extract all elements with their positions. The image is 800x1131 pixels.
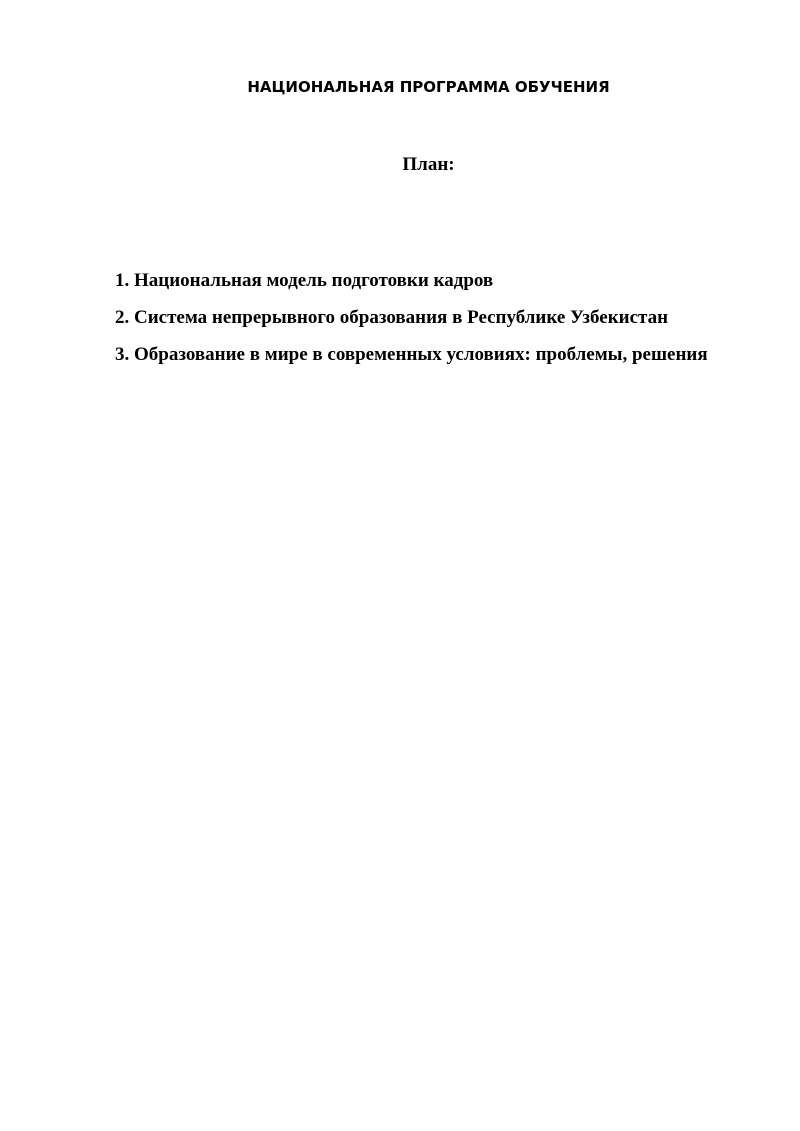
plan-heading: План: bbox=[402, 154, 455, 175]
plan-item-3: 3. Образование в мире в современных условиях: проблемы, решения bbox=[115, 344, 708, 365]
document-title: НАЦИОНАЛЬНАЯ ПРОГРАММА ОБУЧЕНИЯ bbox=[247, 78, 610, 96]
plan-item-1: 1. Национальная модель подготовки кадров bbox=[115, 270, 494, 291]
plan-list bbox=[115, 262, 715, 373]
plan-item-2: 2. Система непрерывного образования в Республике Узбекистан bbox=[115, 307, 669, 328]
